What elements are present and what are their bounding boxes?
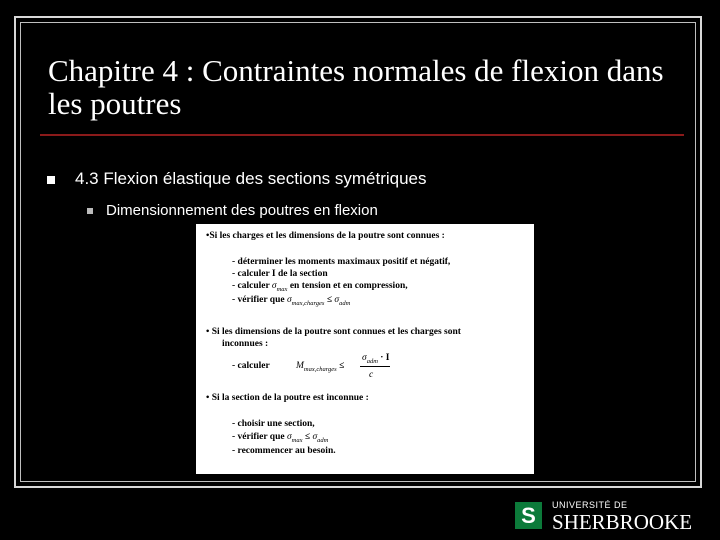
formula-denominator: c	[369, 370, 374, 380]
case2-formula-lhs: $M_{max,charges}$ ≤	[296, 361, 345, 373]
case3-heading: • Si la section de la poutre est inconnue :	[206, 393, 369, 403]
case3-step3: - recommencer au besoin.	[232, 446, 336, 456]
bullet-level2-text: Dimensionnement des poutres en flexion	[106, 202, 378, 219]
logo-line2: SHERBROOKE	[552, 510, 693, 534]
case1-step3: - calculer $\sigma_{max}$ en tension et en compression,	[232, 281, 408, 293]
case3-step2: - vérifier que $\sigma_{max} \le \sigma_{adm}$	[232, 432, 329, 444]
case1-heading: •Si les charges et les dimensions de la poutre sont connues :	[206, 231, 445, 241]
formula-numerator: $\sigma_{adm} \cdot I$	[362, 353, 390, 365]
case2-heading-line2: inconnues :	[222, 339, 269, 349]
case2-heading-line1: • Si les dimensions de la poutre sont connues et les charges sont	[206, 327, 461, 337]
formula-fraction-bar	[360, 366, 390, 367]
case1-step4: - vérifier que $\sigma_{max,charges} \le \sigma_{adm}$	[232, 295, 351, 307]
university-mark-icon: S	[515, 502, 542, 529]
slide-title: Chapitre 4 : Contraintes normales de flexion dans les poutres	[48, 53, 664, 121]
square-bullet-small-icon	[87, 208, 93, 214]
design-procedure-image	[196, 224, 534, 474]
case3-step1: - choisir une section,	[232, 419, 315, 429]
bullet-level1-text: 4.3 Flexion élastique des sections symétriques	[75, 169, 427, 188]
title-divider	[40, 134, 684, 136]
case1-step1: - déterminer les moments maximaux positif et négatif,	[232, 257, 451, 267]
case2-step: - calculer	[232, 361, 270, 371]
logo-line1: UNIVERSITÉ DE	[552, 500, 628, 510]
case1-step2: - calculer I de la section	[232, 269, 328, 279]
square-bullet-icon	[47, 176, 55, 184]
